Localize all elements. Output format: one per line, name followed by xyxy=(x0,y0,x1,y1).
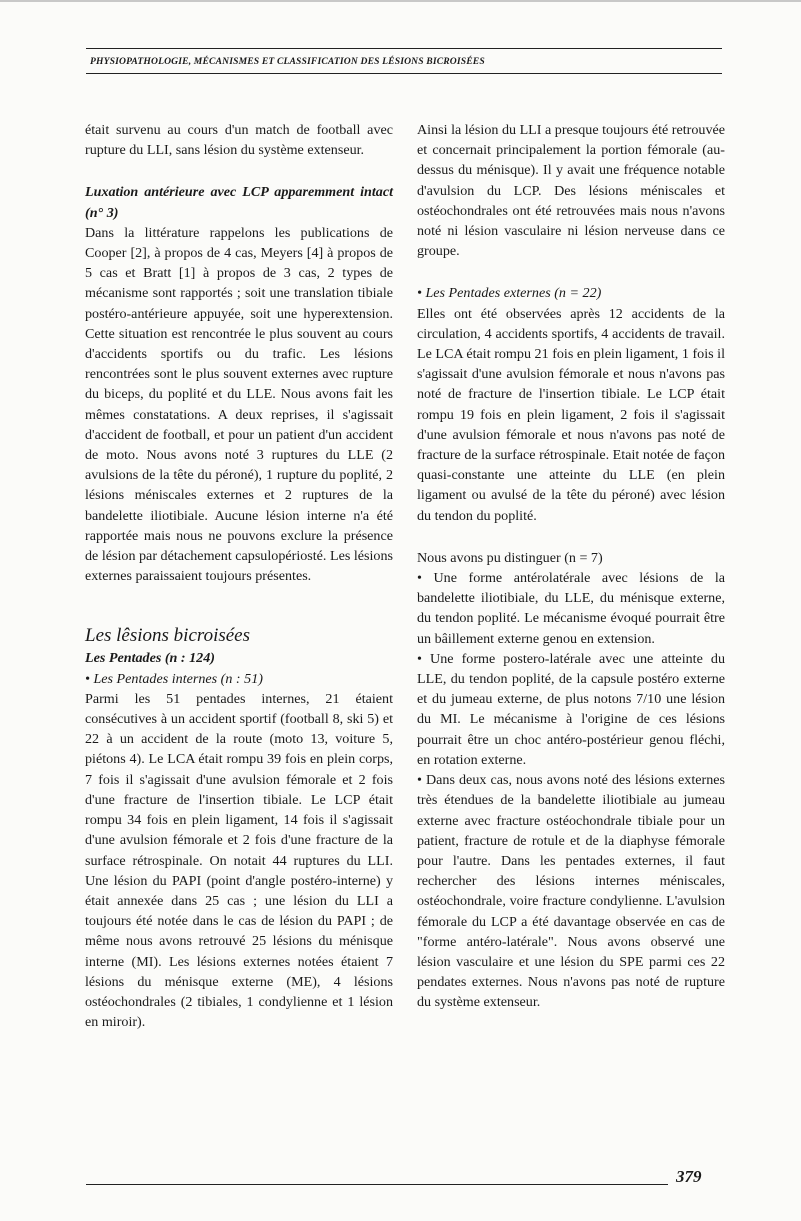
paragraph-externes: Elles ont été observées après 12 accidents de la circulation, 4 accidents sportifs, 4 accidents de travail. Le LCA était rompu 21 fois en plein ligament, 1 fois il s'agissait d'une avulsion fémorale et nous n'avons pas noté de fracture de l'insertion tibiale. Le LCP était rompu 19 fois en plein ligament, 2 fois il s'agissait d'une avulsion fémorale et nous n'avons pas noté de fracture de la surface rétrospinale. Etait notée de façon quasi-constante une atteinte du LLE (en plein ligament ou avulsé de la tête du péroné) avec lésion du tendon du poplité. xyxy=(417,305,725,524)
page-top-edge xyxy=(0,0,801,2)
left-column xyxy=(85,120,393,1032)
footer-rule xyxy=(86,1184,668,1185)
paragraph-forme-posterolaterale: • Une forme postero-latérale avec une atteinte du LLE, du tendon poplité, de la capsule postéro externe et du jumeau externe, de plus notons 7/10 une lésion du MI. Le mécanisme à l'origine de ces lésions pourrait être un choc antéro-postérieur genou fléchi, en rotation externe. xyxy=(417,650,725,768)
paragraph-forme-anterolaterale: • Une forme antérolatérale avec lésions de la bandelette iliotibiale, du LLE, du ménisque externe, du tendon poplité. Le mécanisme évoqué pourrait être un bâillement externe genou en extension. xyxy=(417,570,725,647)
paragraph-internes: Parmi les 51 pentades internes, 21 étaient consécutives à un accident sportif (football 8, ski 5) et 22 à un accident de la route (moto 13, voiture 5, piétons 4). Le LCA était rompu 39 fois en plein corps, 7 fois il s'agissait d'une avulsion fémorale et 2 fois d'une fracture de l'insertion tibiale. Le LCP était rompu 34 fois en plein ligament, 14 fois il s'agissait d'une avulsion fémorale et 2 fois d'une fracture de la surface rétrospinale. On notait 44 ruptures du LLI. Une lésion du PAPI (point d'angle postéro-interne) y était annexée dans 25 cas ; une lésion du LLI a toujours été notée dans le cas de lésion du PAPI ; de même nous avons retrouvé 25 lésions du ménisque interne (MI). Les lésions externes notées étaient 7 lésions du ménisque externe (ME), 4 lésions ostéochondrales (2 tibiales, 1 condylienne et 1 lésion en miroir). xyxy=(85,690,393,1031)
bullet-heading-externes: • Les Pentades externes (n = 22) xyxy=(417,285,602,302)
page-number: 379 xyxy=(676,1167,702,1186)
subheading-pentades: Les Pentades (n : 124) xyxy=(85,650,215,667)
paragraph-luxation: Dans la littérature rappelons les publications de Cooper [2], à propos de 4 cas, Meyers [4] à propos de 5 cas et Bratt [1] à propos de 3 cas, 2 types de mécanisme sont rapportés ; soit une translation tibiale postéro-antérieure appuyée, soit une hyperextension. Cette situation est rencontrée le plus souvent au cours d'accidents sportifs ou du trafic. Les lésions rencontrées sont le plus souvent externes avec rupture du biceps, du poplité et du LLE. Nous avons fait les mêmes constatations. A deux reprises, il s'agissait d'accident de football, et pour un patient d'un accident de moto. Nous avons noté 3 ruptures du LLE (2 avulsions de la tête du péroné), 1 rupture du poplité, 2 lésions méniscales externes et 2 ruptures de la bandelette iliotibiale. Aucune lésion interne n'a été rapportée mais nous ne pouvons exclure la présence de lésion par détachement capsulopériosté. Les lésions externes paraissaient toujours présentes. xyxy=(85,224,394,585)
subheading-luxation: Luxation antérieure avec LCP apparemment intact (n° 3) xyxy=(85,184,393,221)
header-rule-bottom xyxy=(86,73,722,74)
paragraph-distinguer: Nous avons pu distinguer (n = 7) xyxy=(417,549,603,566)
right-column xyxy=(417,120,725,1013)
paragraph-deux-cas: • Dans deux cas, nous avons noté des lésions externes très étendues de la bandelette iliotibiale au jumeau externe avec fracture ostéochondrale tibiale pour un patient, fracture de rotule et de la diaphyse fémorale pour l'autre. Dans les pentades externes, il faut rechercher des lésions internes méniscales, ostéochondrale, voire fracture condylienne. L'avulsion fémorale du LCP a été davantage observée en cas de "forme antéro-latérale". Nous avons observé une lésion vasculaire et une lésion du SPE parmi ces 22 pendates externes. Nous n'avons pas noté de rupture du système extenseur. xyxy=(417,772,725,1011)
section-heading: Les lêsions bicroisées xyxy=(85,625,251,647)
bullet-heading-internes: • Les Pentades internes (n : 51) xyxy=(85,670,263,687)
paragraph-intro: était survenu au cours d'un match de football avec rupture du LLI, sans lésion du système extenseur. xyxy=(85,122,393,159)
header-rule-top xyxy=(86,48,722,49)
running-header: PHYSIOPATHOLOGIE, MÉCANISMES ET CLASSIFICATION DES LÉSIONS BICROISÉES xyxy=(90,56,485,67)
paragraph-lli: Ainsi la lésion du LLI a presque toujours été retrouvée et concernait principalement la portion fémorale (au-dessus du ménisque). Il y avait une fréquence notable d'avulsion du LCP. Des lésions méniscales et ostéochondrales ont été retrouvées mais nous n'avons noté ni lésion vasculaire ni lésion nerveuse dans ce groupe. xyxy=(417,122,726,260)
